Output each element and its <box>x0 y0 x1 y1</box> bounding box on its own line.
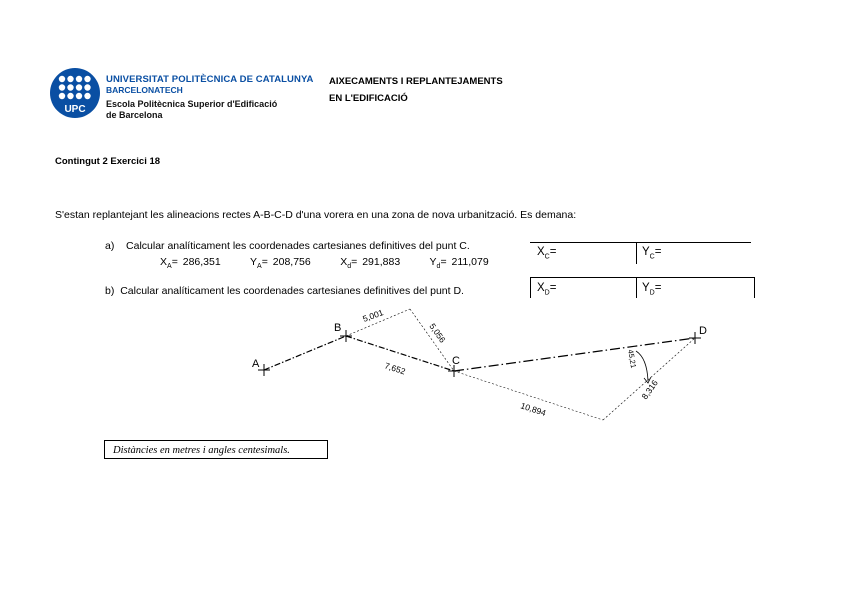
question-a-text: Calcular analíticament les coordenades cartesianes definitives del punt C. <box>126 240 470 252</box>
distance-label-3: 7,652 <box>383 360 407 377</box>
yd-value: = 211,079 <box>440 256 489 268</box>
question-a-label: a) <box>105 240 115 252</box>
segment-a-b <box>264 336 346 370</box>
point-b-label: B <box>334 322 342 334</box>
xa-label: X <box>160 256 168 268</box>
segment-c-d <box>454 338 695 371</box>
point-d-label: D <box>699 325 707 337</box>
ya-value: = 208,756 <box>261 256 311 268</box>
xa-value: = 286,351 <box>171 256 221 268</box>
point-c-label: C <box>452 355 460 367</box>
angle-label: 45,21 <box>626 348 639 369</box>
university-name: UNIVERSITAT POLITÈCNICA DE CATALUNYA <box>106 74 314 85</box>
units-note: Distàncies en metres i angles centesimals. <box>104 440 328 459</box>
construction-aux2-d <box>603 338 695 420</box>
course-title-line1: AIXECAMENTS I REPLANTEJAMENTS <box>329 76 503 87</box>
university-brand: BARCELONATECH <box>106 85 183 95</box>
question-b-label: b) <box>105 285 115 297</box>
question-b-text: Calcular analíticament les coordenades cartesianes definitives del punt D. <box>120 285 464 297</box>
answer-yd: $Y_D=$ <box>642 282 662 297</box>
school-name-line2: de Barcelona <box>106 110 163 120</box>
answer-yc: $Y_C=$ <box>642 246 662 261</box>
distance-label-1: 5,001 <box>361 307 385 324</box>
distance-label-5: 8,316 <box>639 377 660 402</box>
point-a-label: A <box>252 358 260 370</box>
distance-label-4: 10,894 <box>519 400 548 418</box>
ya-label: Y <box>250 256 258 268</box>
xd-value: = 291,883 <box>351 256 401 268</box>
yd-label: Y <box>429 256 437 268</box>
logo-text: UPC <box>64 104 86 115</box>
answer-xd: $X_D=$ <box>537 282 557 297</box>
problem-statement: S'estan replantejant les alineacions rectes A-B-C-D d'una vorera en una zona de nova urbanització. Es demana: <box>55 209 577 221</box>
answer-xc: $X_C=$ <box>537 246 557 261</box>
construction-aux-c <box>410 309 454 371</box>
distance-label-2: 5,056 <box>427 321 448 345</box>
section-title: Contingut 2 Exercici 18 <box>55 156 161 167</box>
course-title-line2: EN L'EDIFICACIÓ <box>329 93 408 104</box>
given-coordinates: $X_A= 286,351$ $Y_A= 208,756$ $X_d= 291,883$ $Y_d= 211,079$ <box>160 256 489 271</box>
xd-label: X <box>340 256 348 268</box>
school-name-line1: Escola Politècnica Superior d'Edificació <box>106 99 278 109</box>
